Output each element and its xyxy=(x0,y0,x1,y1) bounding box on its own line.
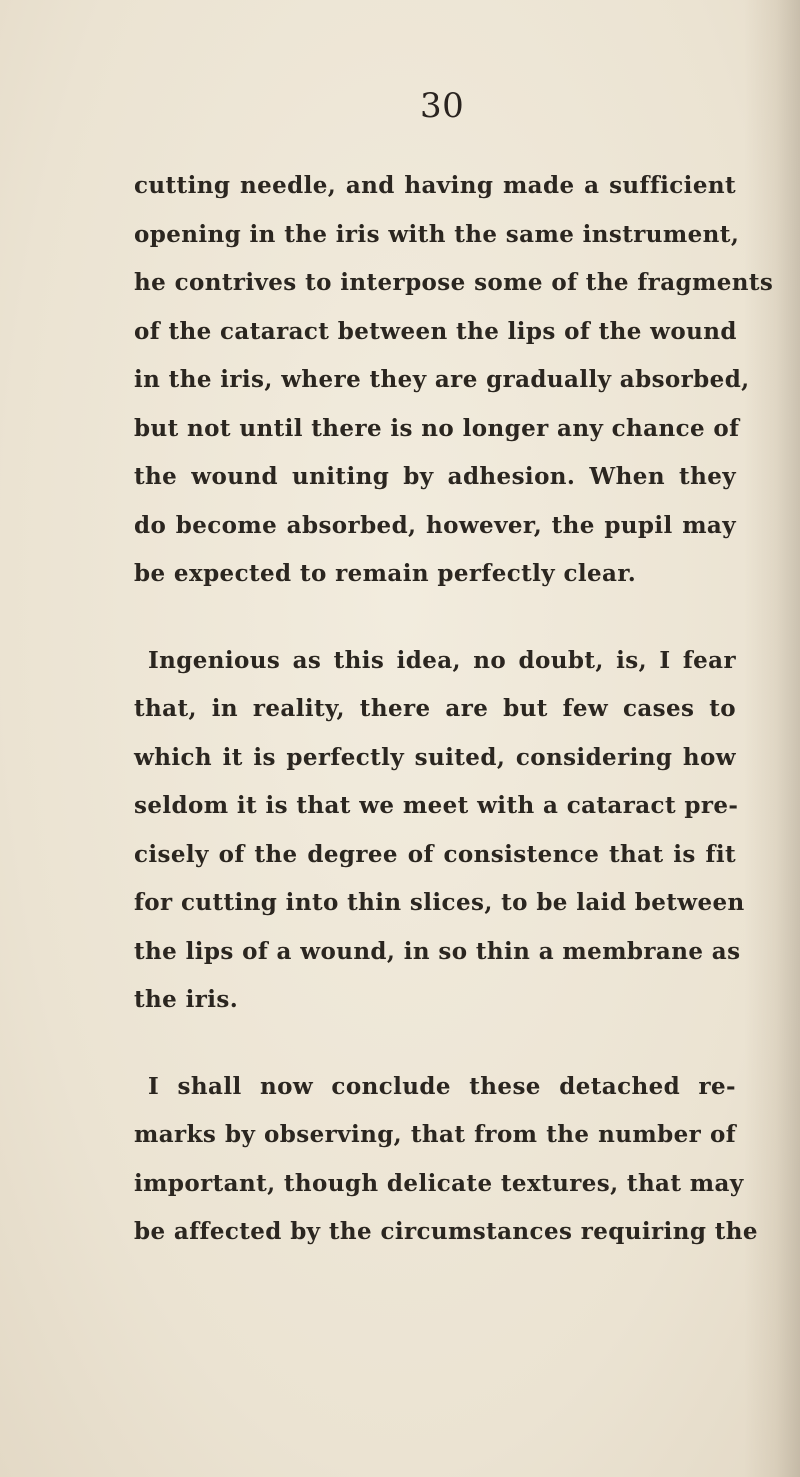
text-line: important, though delicate textures, that may xyxy=(134,1169,744,1197)
text-line: for cutting into thin slices, to be laid between xyxy=(134,889,745,916)
page-number: 30 xyxy=(420,86,465,126)
text-line: I shall now conclude these detached re- xyxy=(148,1072,736,1100)
body-text xyxy=(134,162,774,1257)
text-line: he contrives to interpose some of the fragments xyxy=(134,269,774,296)
text-line: but not until there is no longer any chance of xyxy=(134,414,740,442)
text-line: in the iris, where they are gradually absorbed, xyxy=(134,366,750,393)
paragraph-1 xyxy=(134,162,774,599)
text-line: the lips of a wound, in so thin a membrane as xyxy=(134,937,741,965)
text-line: Ingenious as this idea, no doubt, is, I fear xyxy=(148,646,736,674)
text-line: opening in the iris with the same instrument, xyxy=(134,220,740,248)
paragraph-2 xyxy=(134,637,745,1025)
text-line: which it is perfectly suited, considering how xyxy=(134,743,736,771)
text-line: cutting needle, and having made a sufficient xyxy=(134,172,736,199)
text-line: of the cataract between the lips of the wound xyxy=(134,317,737,345)
text-line: the wound uniting by adhesion. When they xyxy=(134,463,736,490)
paragraph-3 xyxy=(134,1063,758,1257)
text-line: marks by observing, that from the number of xyxy=(134,1121,736,1148)
paragraph-spacer xyxy=(134,599,736,637)
text-line: the iris. xyxy=(134,986,239,1013)
text-line: cisely of the degree of consistence that is fit xyxy=(134,840,736,868)
text-line: be expected to remain perfectly clear. xyxy=(134,560,637,587)
text-line: that, in reality, there are but few cases to xyxy=(134,695,736,722)
text-line: be affected by the circumstances requiring the xyxy=(134,1218,758,1245)
paragraph-spacer xyxy=(134,1025,736,1063)
text-line: do become absorbed, however, the pupil may xyxy=(134,511,736,539)
text-line: seldom it is that we meet with a cataract pre- xyxy=(134,792,739,819)
